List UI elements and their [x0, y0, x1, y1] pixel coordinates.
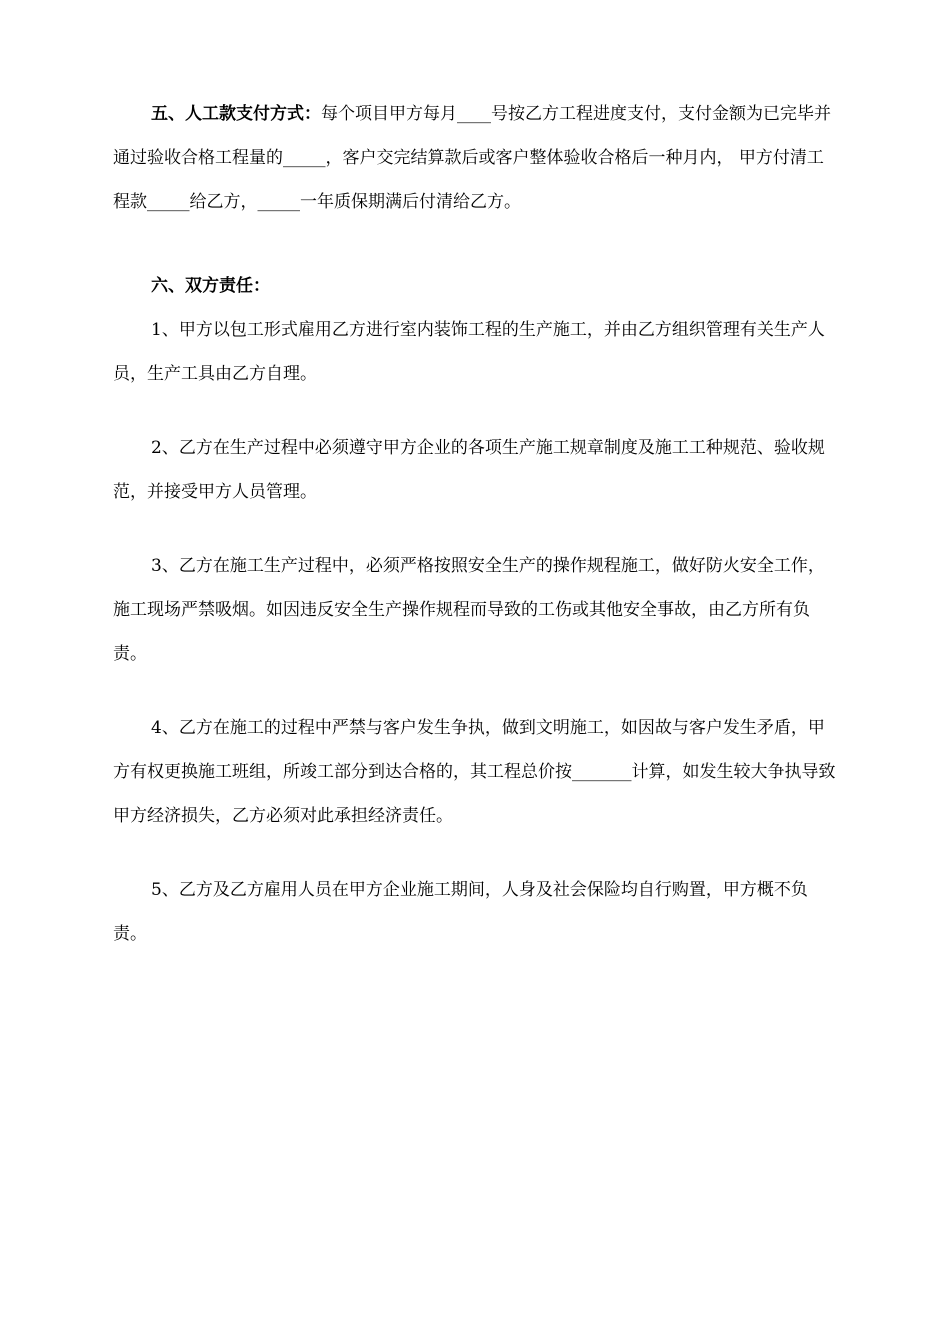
responsibility-item-5: 5、乙方及乙方雇用人员在甲方企业施工期间，人身及社会保险均自行购置，甲方概不负责。	[113, 880, 808, 944]
responsibility-item-4: 4、乙方在施工的过程中严禁与客户发生争执，做到文明施工，如因故与客户发生矛盾，甲方有权更换施工班组，所竣工部分到达合格的，其工程总价按_______计算，如发生较大争执导致甲方经济损失，乙方必须对此承担经济责任。	[113, 718, 836, 826]
document-body	[113, 92, 838, 956]
section6-heading-paragraph	[113, 264, 838, 308]
section5-body: 每个项目甲方每月____号按乙方工程进度支付，支付金额为已完毕并通过验收合格工程量的_____，客户交完结算款后或客户整体验收合格后一种月内， 甲方付清工程款_____给乙方，_____一年质保期满后付清给乙方。	[113, 104, 831, 212]
responsibility-item-1: 1、甲方以包工形式雇用乙方进行室内装饰工程的生产施工，并由乙方组织管理有关生产人员，生产工具由乙方自理。	[113, 320, 825, 384]
responsibility-item-3: 3、乙方在施工生产过程中，必须严格按照安全生产的操作规程施工，做好防火安全工作，施工现场严禁吸烟。如因违反安全生产操作规程而导致的工伤或其他安全事故，由乙方所有负责。	[113, 556, 825, 664]
section5-heading: 五、人工款支付方式：	[151, 104, 321, 124]
section6-heading: 六、双方责任：	[151, 276, 270, 296]
responsibility-item-2: 2、乙方在生产过程中必须遵守甲方企业的各项生产施工规章制度及施工工种规范、验收规范，并接受甲方人员管理。	[113, 438, 825, 502]
section5-paragraph	[113, 92, 838, 224]
